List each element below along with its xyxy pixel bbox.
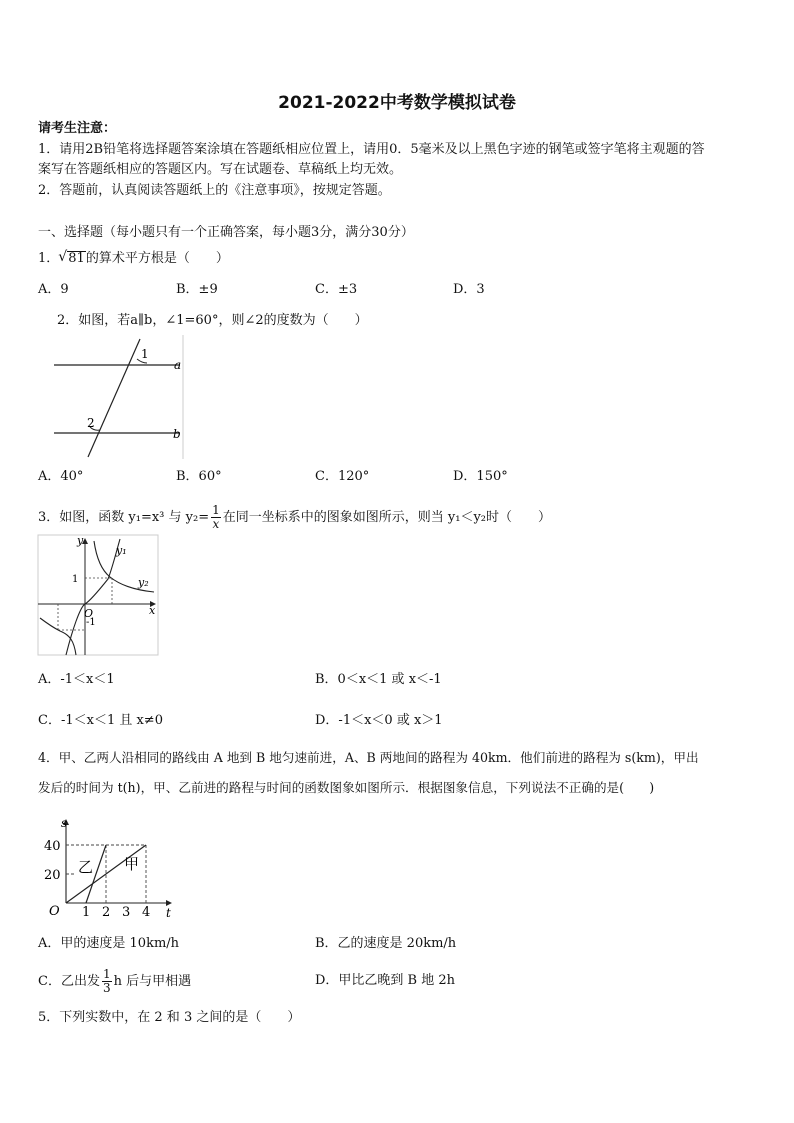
y2-label: y₂ bbox=[138, 576, 149, 589]
label-yi: 乙 bbox=[78, 858, 94, 876]
question-2-option-d[interactable]: D．150° bbox=[453, 469, 508, 484]
fraction-denominator: 3 bbox=[102, 981, 111, 995]
question-2-stem: 2．如图，若a∥b，∠1=60°，则∠2的度数为（ ） bbox=[57, 313, 368, 328]
question-1-option-c[interactable]: C．±3 bbox=[315, 282, 358, 297]
question-5-stem: 5．下列实数中，在 2 和 3 之间的是（ ） bbox=[38, 1010, 301, 1025]
question-3-figure bbox=[38, 535, 160, 657]
question-3-option-b[interactable]: B．0＜x＜1 或 x＜-1 bbox=[315, 672, 442, 687]
fraction-denominator: x bbox=[212, 517, 220, 531]
question-1-radicand: 81 bbox=[68, 251, 85, 266]
fraction-one-over-x bbox=[211, 504, 221, 531]
angle-1-label: 1 bbox=[141, 347, 149, 361]
label-jia: 甲 bbox=[124, 855, 140, 873]
x-axis-label: x bbox=[149, 604, 156, 617]
t-axis-label: t bbox=[166, 906, 171, 920]
t-tick-3: 3 bbox=[122, 905, 131, 920]
notice-heading: 请考生注意： bbox=[38, 121, 117, 136]
question-1-option-a[interactable]: A．9 bbox=[38, 282, 69, 297]
sqrt-symbol bbox=[67, 251, 86, 266]
transversal bbox=[88, 339, 140, 457]
question-3-prefix: 3．如图，函数 y₁=x³ 与 y₂= bbox=[38, 510, 210, 525]
figure-border bbox=[38, 535, 158, 655]
tick-label-1: 1 bbox=[72, 574, 79, 585]
question-3-suffix: 在同一坐标系中的图象如图所示，则当 y₁＜y₂时（ ） bbox=[222, 510, 551, 525]
question-2-option-b[interactable]: B．60° bbox=[176, 469, 222, 484]
curve-y1 bbox=[66, 539, 120, 655]
s-tick-20: 20 bbox=[44, 868, 61, 883]
question-4-line-1: 4．甲、乙两人沿相同的路线由 A 地到 B 地匀速前进，A、B 两地间的路程为 40km．他们前进的路程为 s(km)，甲出 bbox=[38, 750, 699, 765]
s-tick-40: 40 bbox=[44, 839, 61, 854]
question-1-number: 1． bbox=[38, 251, 60, 266]
question-3-option-d[interactable]: D．-1＜x＜0 或 x＞1 bbox=[315, 713, 443, 728]
question-2-figure bbox=[52, 335, 192, 460]
option-c-suffix: h 后与甲相遇 bbox=[113, 974, 192, 989]
page-title: 2021-2022中考数学模拟试卷 bbox=[278, 93, 516, 113]
question-4-option-b[interactable]: B．乙的速度是 20km/h bbox=[315, 936, 457, 951]
section-heading: 一、选择题（每小题只有一个正确答案，每小题3分，满分30分） bbox=[38, 225, 414, 240]
question-2-option-a[interactable]: A．40° bbox=[38, 469, 84, 484]
question-4-option-a[interactable]: A．甲的速度是 10km/h bbox=[38, 936, 180, 951]
fraction-numerator: 1 bbox=[102, 967, 111, 981]
fraction-numerator: 1 bbox=[212, 503, 220, 517]
question-3-option-a[interactable]: A．-1＜x＜1 bbox=[38, 672, 115, 687]
question-3-stem bbox=[38, 504, 551, 531]
origin-label: O bbox=[84, 607, 94, 620]
question-4-line-2: 发后的时间为 t(h)，甲、乙前进的路程与时间的函数图象如图所示．根据图象信息，下列说法不正确的是( ) bbox=[38, 780, 655, 795]
notice-line-2: 2．答题前，认真阅读答题纸上的《注意事项》，按规定答题。 bbox=[38, 183, 391, 198]
line-a-label: a bbox=[174, 358, 182, 372]
question-4-option-d[interactable]: D．甲比乙晚到 B 地 2h bbox=[315, 973, 456, 988]
line-b-label: b bbox=[173, 427, 181, 441]
question-1-option-b[interactable]: B．±9 bbox=[176, 282, 218, 297]
question-4-figure bbox=[38, 815, 183, 920]
s-axis-label: s bbox=[61, 816, 68, 830]
question-4-option-c[interactable] bbox=[38, 968, 191, 995]
question-1-option-d[interactable]: D．3 bbox=[453, 282, 485, 297]
question-2-option-c[interactable]: C．120° bbox=[315, 469, 370, 484]
tick-label-neg1: -1 bbox=[86, 617, 96, 628]
notice-line-1b: 案写在答题纸相应的答题区内。写在试题卷、草稿纸上均无效。 bbox=[38, 162, 403, 177]
angle-2-label: 2 bbox=[87, 416, 95, 430]
question-1-stem bbox=[38, 250, 229, 268]
y-axis-label: y bbox=[77, 534, 84, 547]
question-3-option-c[interactable]: C．-1＜x＜1 且 x≠0 bbox=[38, 713, 163, 728]
notice-line-1a: 1．请用2B铅笔将选择题答案涂填在答题纸相应位置上，请用0．5毫米及以上黑色字迹的钢笔或签字笔将主观题的答 bbox=[38, 142, 705, 157]
t-tick-2: 2 bbox=[102, 905, 111, 920]
y1-label: y₁ bbox=[116, 544, 127, 557]
t-tick-4: 4 bbox=[142, 905, 151, 920]
option-c-prefix: C．乙出发 bbox=[38, 974, 100, 989]
fraction-one-third bbox=[102, 968, 112, 995]
t-tick-1: 1 bbox=[82, 905, 91, 920]
question-1-text: 的算术平方根是（ ） bbox=[85, 251, 229, 266]
origin-label: O bbox=[49, 904, 60, 919]
